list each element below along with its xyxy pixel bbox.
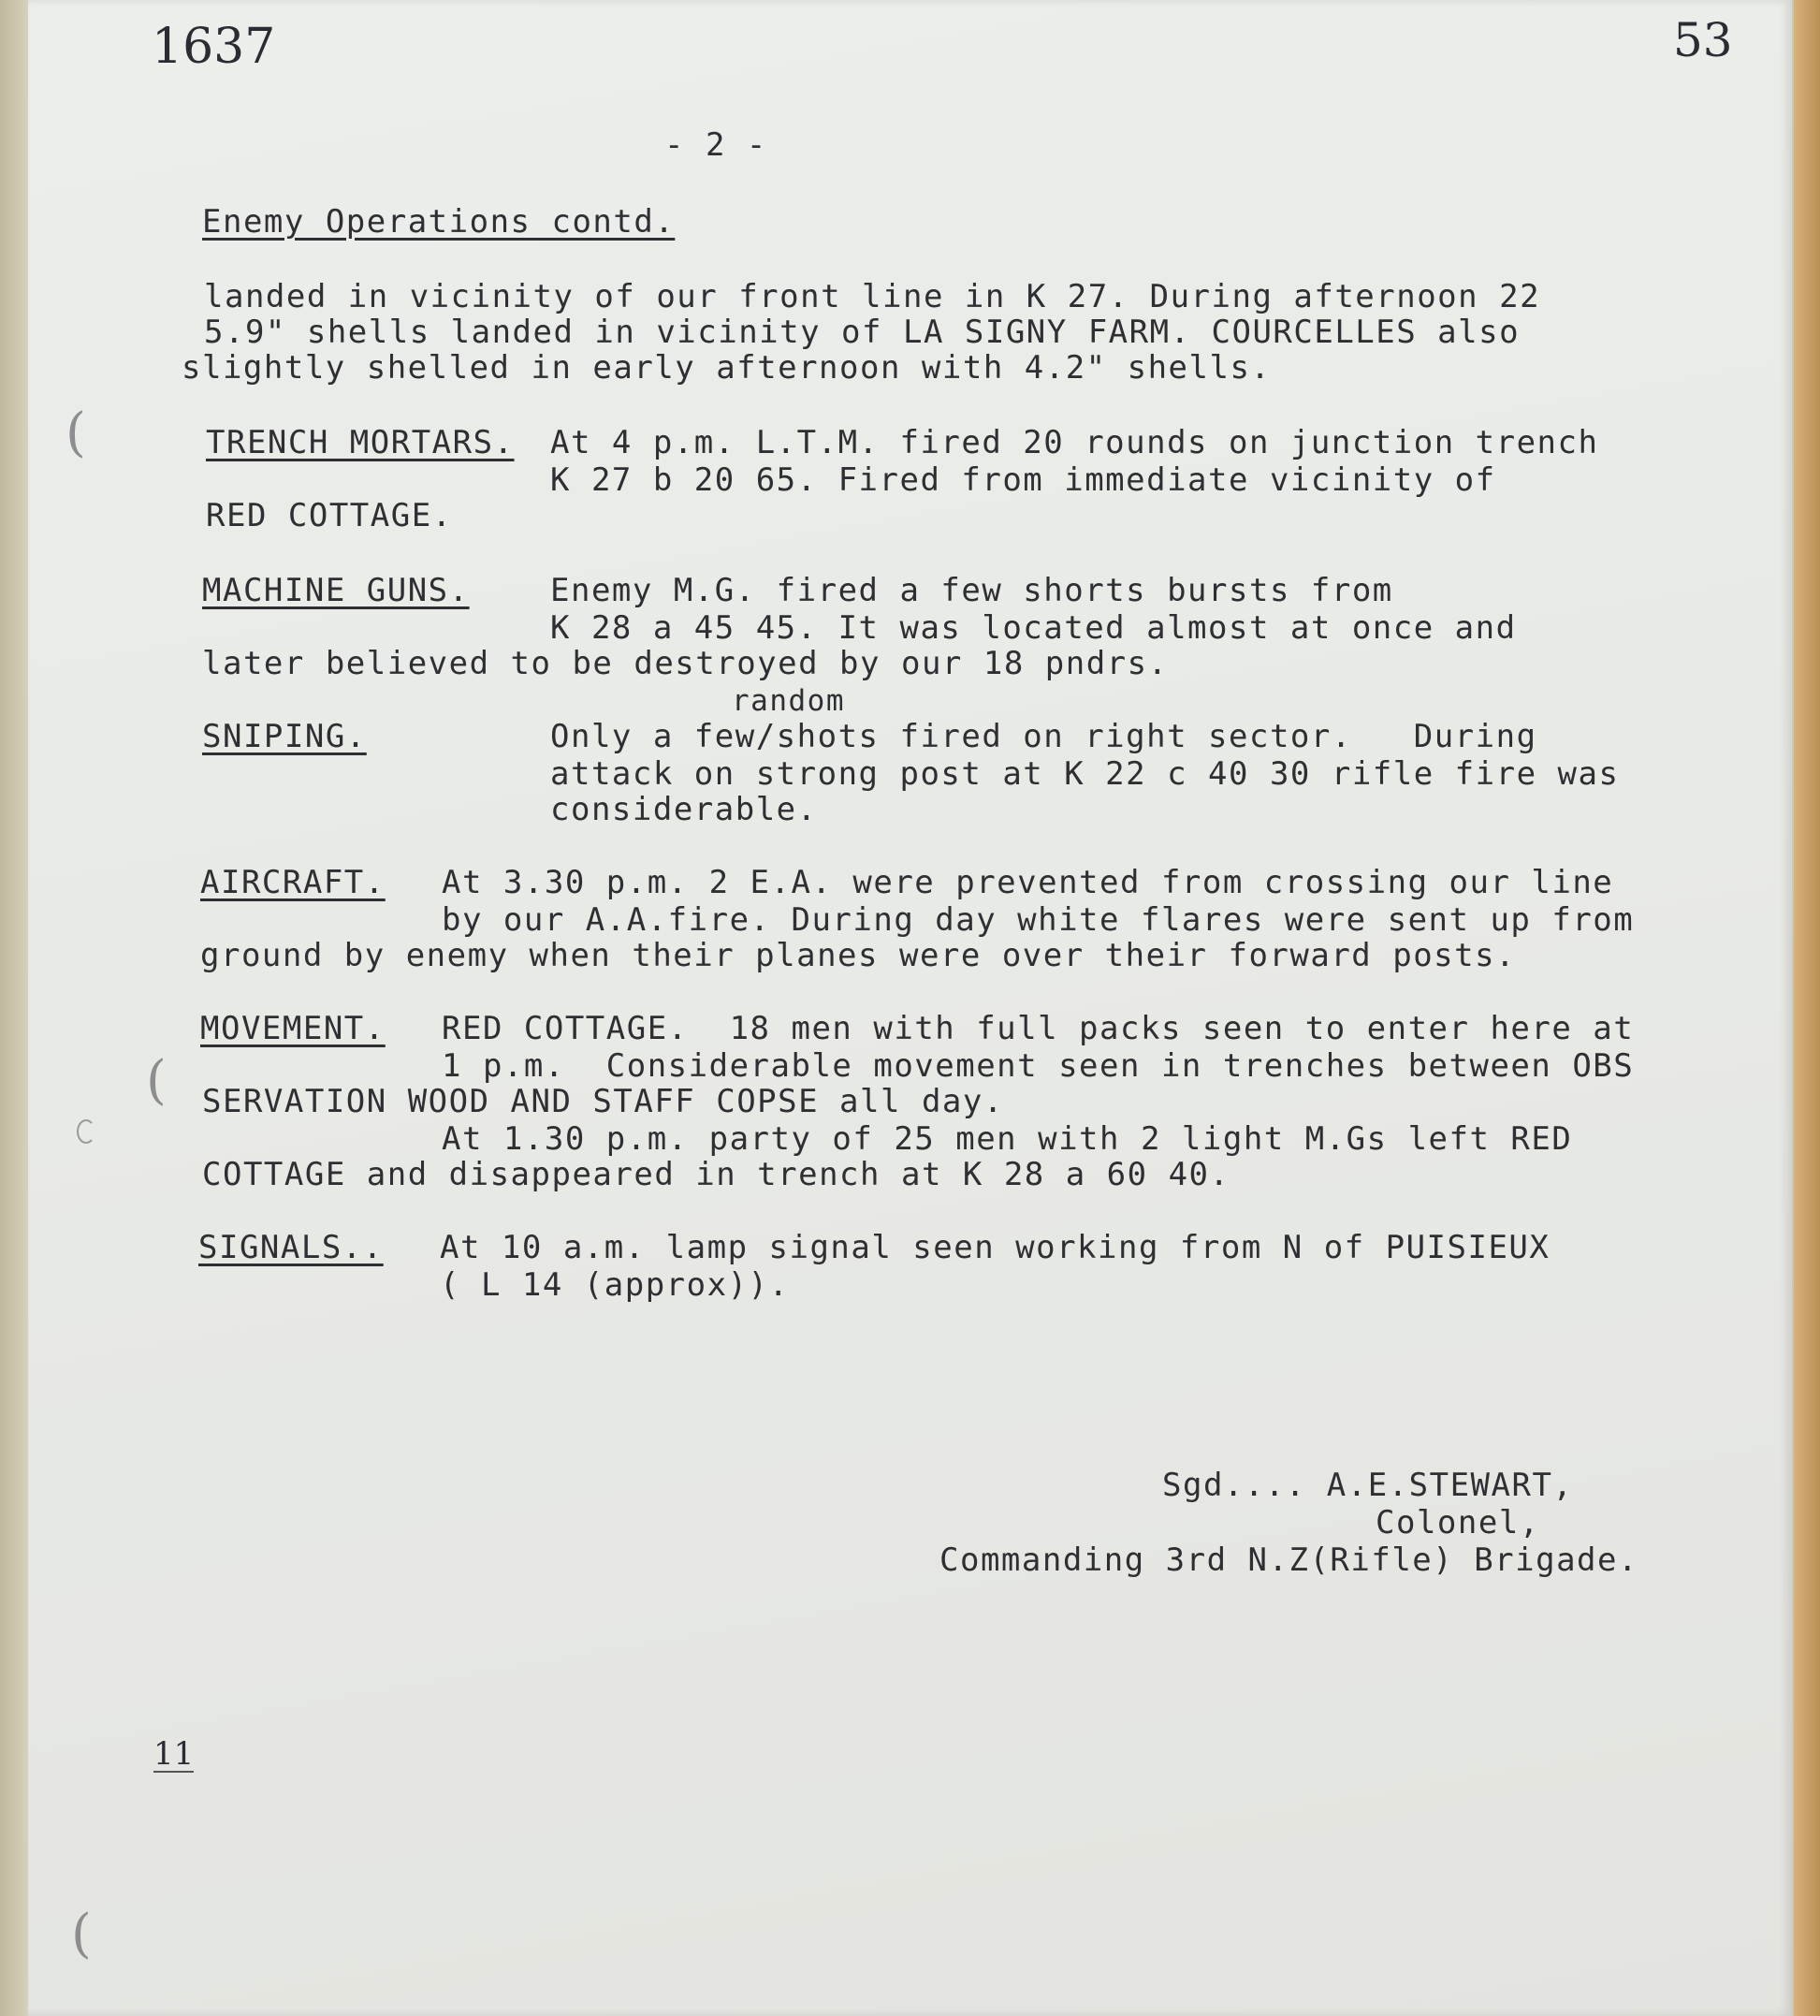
trench-mortars-heading: TRENCH MORTARS. <box>206 424 515 461</box>
signature-line-1: Sgd.... A.E.STEWART, <box>1162 1467 1574 1504</box>
trench-mortars-line-3: RED COTTAGE. <box>206 497 453 534</box>
machine-guns-heading: MACHINE GUNS. <box>202 572 470 609</box>
signature-line-2: Colonel, <box>1376 1504 1540 1541</box>
sniping-line-1: Only a few/shots fired on right sector. During <box>550 718 1537 755</box>
backing-sheet <box>0 0 28 2016</box>
folio-left-number: 1637 <box>152 19 276 75</box>
corner-note: 11 <box>153 1735 195 1773</box>
intro-line-2: 5.9" shells landed in vicinity of LA SIGNY FARM. COURCELLES also <box>204 314 1521 351</box>
machine-guns-line-2: K 28 a 45 45. It was located almost at once and <box>550 609 1517 647</box>
section-heading: Enemy Operations contd. <box>202 203 676 241</box>
sniping-line-3: considerable. <box>550 791 818 828</box>
signature-line-3: Commanding 3rd N.Z(Rifle) Brigade. <box>939 1541 1638 1579</box>
signals-line-1: At 10 a.m. lamp signal seen working from N of PUISIEUX <box>440 1229 1551 1266</box>
movement-line-5: COTTAGE and disappeared in trench at K 28 a 60 40. <box>202 1156 1230 1193</box>
page-number: - 2 - <box>664 126 767 164</box>
trench-mortars-line-2: K 27 b 20 65. Fired from immediate vicinity of <box>550 461 1496 499</box>
sniping-line-2: attack on strong post at K 22 c 40 30 rifle fire was <box>550 755 1620 793</box>
binding-mark-2: ( <box>146 1050 167 1111</box>
movement-line-1: RED COTTAGE. 18 men with full packs seen to enter here at <box>442 1010 1635 1047</box>
signals-heading: SIGNALS.. <box>198 1229 384 1266</box>
sniping-heading: SNIPING. <box>202 718 367 755</box>
folio-right-number: 53 <box>1673 13 1733 67</box>
signals-line-2: ( L 14 (approx)). <box>440 1266 790 1304</box>
typed-page <box>28 0 1792 2016</box>
intro-line-1: landed in vicinity of our front line in K 27. During afternoon 22 <box>204 278 1541 315</box>
aircraft-line-2: by our A.A.fire. During day white flares were sent up from <box>442 901 1635 939</box>
folder-edge <box>1794 0 1820 2016</box>
binding-mark-3: ( <box>71 1904 92 1965</box>
movement-line-4: At 1.30 p.m. party of 25 men with 2 light M.Gs left RED <box>442 1120 1573 1158</box>
machine-guns-line-1: Enemy M.G. fired a few shorts bursts from <box>550 572 1393 609</box>
punch-hole-1 <box>77 1119 95 1144</box>
sniping-insert: random <box>732 684 845 718</box>
trench-mortars-line-1: At 4 p.m. L.T.M. fired 20 rounds on junction trench <box>550 424 1599 461</box>
intro-line-3: slightly shelled in early afternoon with 4.2" shells. <box>182 349 1272 387</box>
binding-mark-1: ( <box>66 402 86 463</box>
aircraft-line-3: ground by enemy when their planes were over their forward posts. <box>200 937 1517 974</box>
movement-heading: MOVEMENT. <box>200 1010 386 1047</box>
machine-guns-line-3: later believed to be destroyed by our 18 pndrs. <box>202 645 1169 682</box>
aircraft-line-1: At 3.30 p.m. 2 E.A. were prevented from crossing our line <box>442 864 1614 901</box>
movement-line-2: 1 p.m. Considerable movement seen in trenches between OBS <box>442 1047 1635 1085</box>
movement-line-3: SERVATION WOOD AND STAFF COPSE all day. <box>202 1083 1004 1120</box>
aircraft-heading: AIRCRAFT. <box>200 864 386 901</box>
